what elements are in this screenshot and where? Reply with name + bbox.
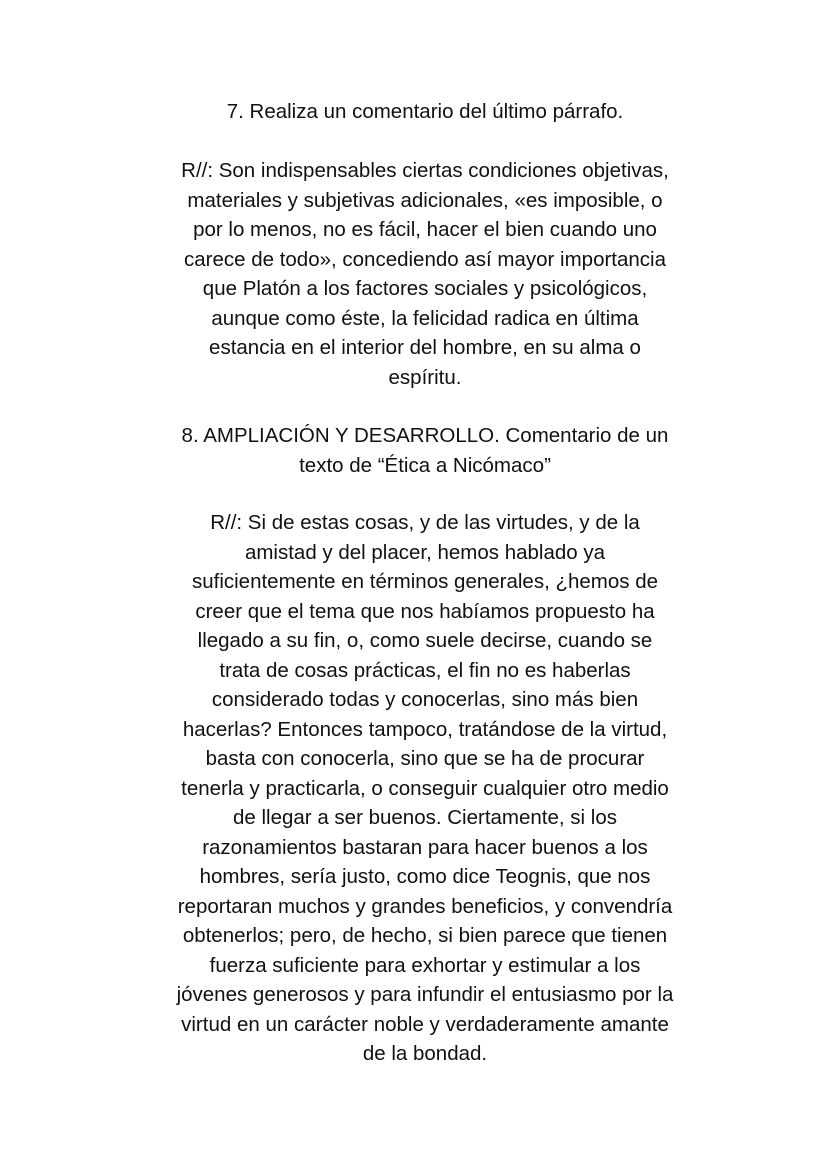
answer-7-paragraph: R//: Son indispensables ciertas condiciones objetivas, materiales y subjetivas adicionales, «es imposible, o por lo menos, no es fácil, hacer el bien cuando uno carece de todo», concediendo así mayor importancia que Platón a los factores sociales y psicológicos, aunque como éste, la felicidad radica en última estancia en el interior del hombre, en su alma o espíritu.: [181, 159, 669, 389]
question-8-heading: 8. AMPLIACIÓN Y DESARROLLO. Comentario de un texto de “Ética a Nicómaco”: [181, 424, 669, 477]
answer-8-paragraph: R//: Si de estas cosas, y de las virtudes, y de la amistad y del placer, hemos hablado ya suficientemente en términos generales, ¿hemos de creer que el tema que nos habíamos propuesto ha llegado a su fin, o, como suele decirse, cuando se trata de cosas prácticas, el fin no es haberlas considerado todas y conocerlas, sino más bien hacerlas? Entonces tampoco, tratándose de la virtud, basta con conocerla, sino que se ha de procurar tenerla y practicarla, o conseguir cualquier otro medio de llegar a ser buenos. Ciertamente, si los razonamientos bastaran para hacer buenos a los hombres, sería justo, como dice Teognis, que nos reportaran muchos y grandes beneficios, y convendría obtenerlos; pero, de hecho, si bien parece que tienen fuerza suficiente para exhortar y estimular a los jóvenes generosos y para infundir el entusiasmo por la virtud en un carácter noble y verdaderamente amante de la bondad.: [176, 511, 674, 1065]
question-7-heading: 7. Realiza un comentario del último párrafo.: [226, 100, 624, 123]
